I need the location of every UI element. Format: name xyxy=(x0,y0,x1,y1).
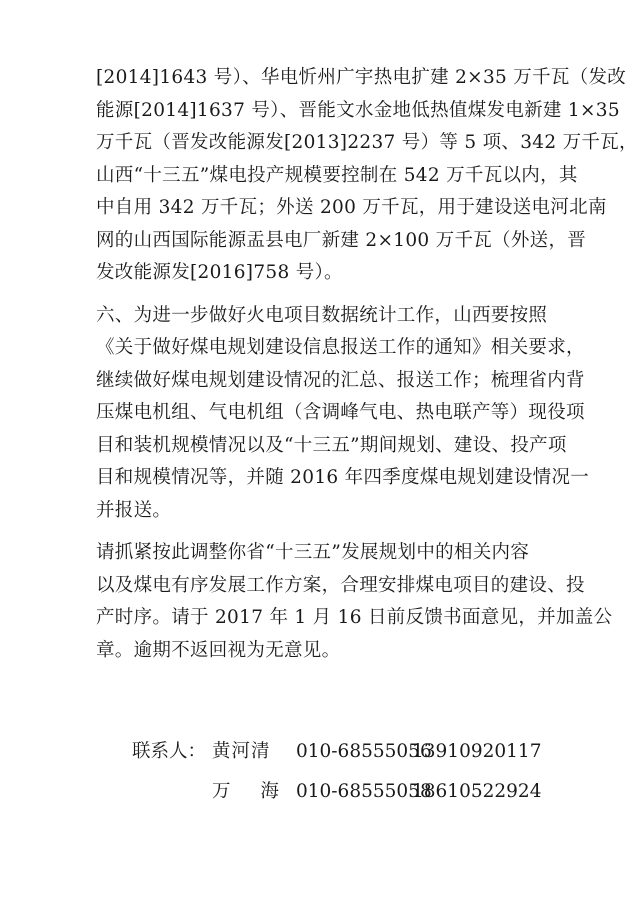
text-line: 产时序。请于 2017 年 1 月 16 日前反馈书面意见，并加盖公 xyxy=(96,607,613,628)
body-text xyxy=(96,62,638,667)
text-line: 能源[2014]1637 号）、晋能文水金地低热值煤发电新建 1×35 xyxy=(96,99,620,121)
text-line: 中自用 342 万千瓦；外送 200 万千瓦，用于建设送电河北南 xyxy=(96,197,607,218)
text-line: [2014]1643 号）、华电忻州广宇热电扩建 2×35 万千瓦（发改 xyxy=(96,67,627,88)
text-line: 六、为进一步做好火电项目数据统计工作，山西要按照 xyxy=(96,304,548,326)
text-line: 目和规模情况等，并随 2016 年四季度煤电规划建设情况一 xyxy=(96,467,590,488)
text-line: 目和装机规模情况以及“十三五”期间规划、建设、投产项 xyxy=(96,434,567,456)
text-line: 万千瓦（晋发改能源发[2013]2237 号）等 5 项、342 万千瓦， xyxy=(96,132,638,153)
contact-name: 万 海 xyxy=(212,781,291,802)
text-line: 请抓紧按此调整你省“十三五”发展规划中的相关内容 xyxy=(96,542,530,563)
text-line: 压煤电机组、气电机组（含调峰气电、热电联产等）现役项 xyxy=(96,402,585,423)
text-line: 山西“十三五”煤电投产规模要控制在 542 万千瓦以内，其 xyxy=(96,164,578,186)
contact-name: 黄河清 xyxy=(212,741,271,762)
text-line: 网的山西国际能源盂县电厂新建 2×100 万千瓦（外送，晋 xyxy=(96,229,587,251)
text-line: 《关于做好煤电规划建设信息报送工作的通知》相关要求， xyxy=(96,337,585,358)
text-line: 发改能源发[2016]758 号）。 xyxy=(96,262,343,283)
contact-mobile: 18610522924 xyxy=(412,781,542,802)
text-line: 继续做好煤电规划建设情况的汇总、报送工作；梳理省内背 xyxy=(96,369,585,391)
text-line: 以及煤电有序发展工作方案，合理安排煤电项目的建设、投 xyxy=(96,574,585,596)
contact-phone: 010-68555056 xyxy=(296,741,432,762)
text-line: 章。逾期不返回视为无意见。 xyxy=(96,639,341,661)
text-line: 并报送。 xyxy=(96,499,172,521)
contact-mobile: 13910920117 xyxy=(412,741,542,762)
contact-phone: 010-68555058 xyxy=(296,781,432,802)
contact-label: 联系人： xyxy=(132,741,207,762)
